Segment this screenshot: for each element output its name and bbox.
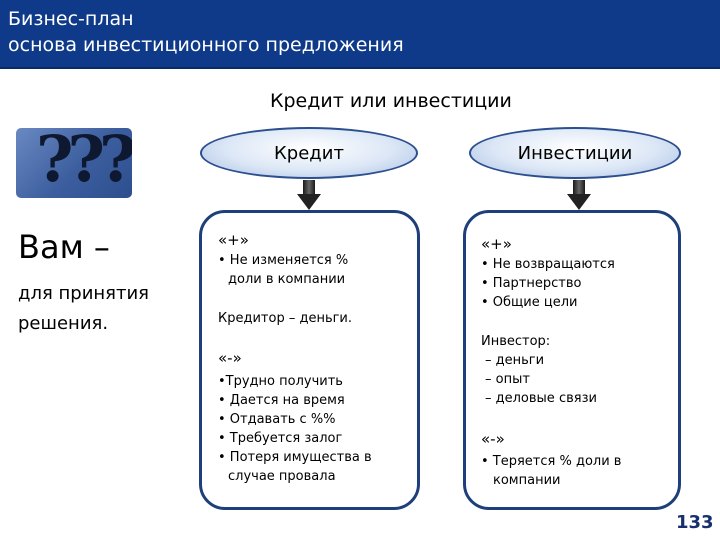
credit-minus-item: • Дается на время [218,393,345,408]
investment-ellipse [469,127,681,179]
invest-minus-item: • Теряется % доли в [481,454,622,469]
investor-item: – деловые связи [485,391,597,406]
header-bar [0,0,720,69]
credit-plus-item: доли в компании [228,272,346,287]
invest-minus-label: «-» [481,430,505,448]
arrow-down-icon [567,180,591,210]
slide-subtitle: Кредит или инвестиции [270,90,512,112]
investor-label: Инвестор: [481,334,551,349]
left-sub-text-1: для принятия [18,283,150,304]
credit-minus-item: • Потеря имущества в [218,450,372,465]
credit-minus-item: • Требуется залог [218,431,343,446]
credit-minus-item: •Трудно получить [218,374,343,389]
investor-item: – деньги [485,353,545,368]
invest-plus-item: • Не возвращаются [481,257,615,272]
left-sub-text-2: решения. [18,313,109,334]
credit-ellipse [200,127,418,179]
page-number: 133 [676,512,714,533]
invest-plus-item: • Партнерство [481,276,582,291]
investor-item: – опыт [485,372,530,387]
credit-plus-item: • Не изменяется % [218,253,349,268]
credit-title: Кредит [274,142,344,164]
invest-plus-label: «+» [481,235,512,253]
credit-minus-item: • Отдавать с %% [218,412,336,427]
credit-minus-label: «-» [218,349,242,367]
invest-minus-item: компании [493,473,561,488]
question-marks-icon [16,128,132,198]
investment-title: Инвестиции [517,142,633,164]
header-title-line1: Бизнес-план [8,8,134,30]
credit-note: Кредитор – деньги. [218,311,353,326]
left-main-text: Вам – [18,228,110,266]
header-title-line2: основа инвестиционного предложения [8,34,404,56]
credit-minus-item: случае провала [228,469,336,484]
invest-plus-item: • Общие цели [481,295,578,310]
question-marks-glyphs: ??? [36,128,131,197]
arrow-down-icon [297,180,321,210]
credit-plus-label: «+» [218,231,249,249]
